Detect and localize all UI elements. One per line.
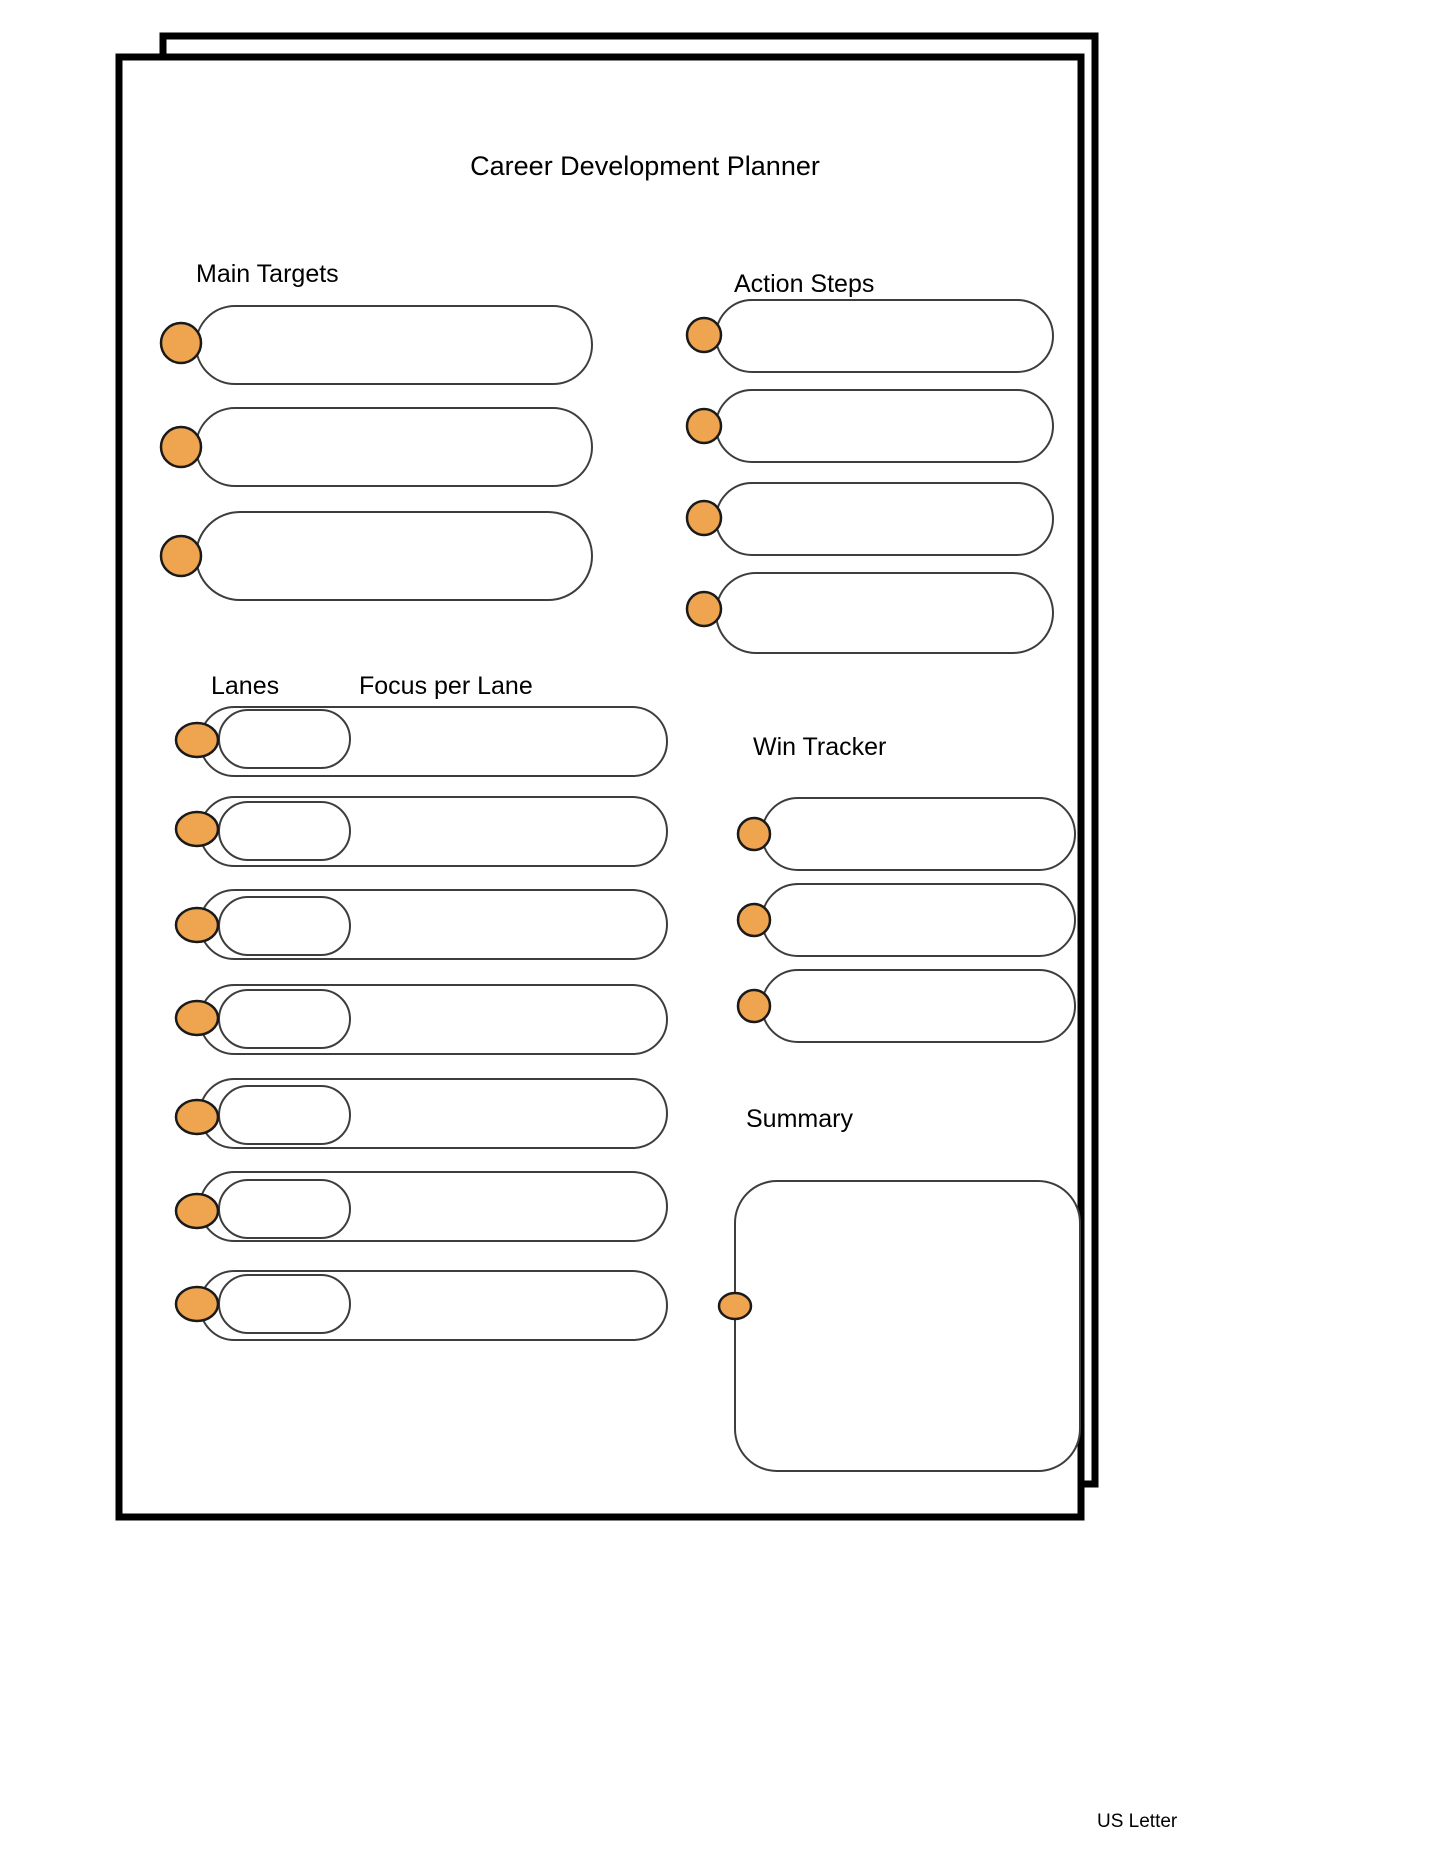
section-heading-action-steps: Action Steps (734, 270, 875, 298)
lanes-lane-field-2[interactable] (219, 802, 350, 860)
section-heading-win-tracker: Win Tracker (753, 733, 887, 761)
lanes-bullet-dot-6 (176, 1194, 218, 1228)
action-steps-field-3[interactable] (716, 483, 1053, 555)
lanes-lane-field-3[interactable] (219, 897, 350, 955)
win-tracker-bullet-dot-2 (738, 904, 770, 936)
win-tracker-field-2[interactable] (762, 884, 1075, 956)
summary-field[interactable] (735, 1181, 1080, 1471)
lanes-lane-field-5[interactable] (219, 1086, 350, 1144)
summary-bullet-dot (719, 1293, 751, 1319)
action-steps-bullet-dot-2 (687, 409, 721, 443)
action-steps-bullet-dot-1 (687, 318, 721, 352)
page-title: Career Development Planner (470, 151, 820, 181)
win-tracker-field-3[interactable] (762, 970, 1075, 1042)
lanes-bullet-dot-7 (176, 1287, 218, 1321)
main-targets-bullet-dot-3 (161, 536, 201, 576)
lanes-bullet-dot-1 (176, 723, 218, 757)
win-tracker-bullet-dot-3 (738, 990, 770, 1022)
section-heading-summary: Summary (746, 1105, 853, 1133)
main-targets-group (161, 306, 592, 600)
lanes-lane-field-1[interactable] (219, 710, 350, 768)
main-targets-bullet-dot-2 (161, 427, 201, 467)
lanes-bullet-dot-4 (176, 1001, 218, 1035)
lanes-bullet-dot-3 (176, 908, 218, 942)
section-heading-focus-per-lane: Focus per Lane (359, 672, 533, 700)
action-steps-bullet-dot-4 (687, 592, 721, 626)
lanes-lane-field-6[interactable] (219, 1180, 350, 1238)
summary-group (719, 1181, 1080, 1471)
main-targets-field-1[interactable] (196, 306, 592, 384)
action-steps-field-4[interactable] (716, 573, 1053, 653)
win-tracker-group (738, 798, 1075, 1042)
win-tracker-field-1[interactable] (762, 798, 1075, 870)
lanes-bullet-dot-2 (176, 812, 218, 846)
lanes-lane-field-4[interactable] (219, 990, 350, 1048)
win-tracker-bullet-dot-1 (738, 818, 770, 850)
section-heading-main-targets: Main Targets (196, 260, 339, 288)
main-targets-field-3[interactable] (196, 512, 592, 600)
paper-size-label: US Letter (1097, 1811, 1178, 1832)
main-targets-bullet-dot-1 (161, 323, 201, 363)
lanes-lane-field-7[interactable] (219, 1275, 350, 1333)
action-steps-field-2[interactable] (716, 390, 1053, 462)
section-heading-lanes: Lanes (211, 672, 280, 700)
action-steps-field-1[interactable] (716, 300, 1053, 372)
main-targets-field-2[interactable] (196, 408, 592, 486)
action-steps-bullet-dot-3 (687, 501, 721, 535)
lanes-bullet-dot-5 (176, 1100, 218, 1134)
